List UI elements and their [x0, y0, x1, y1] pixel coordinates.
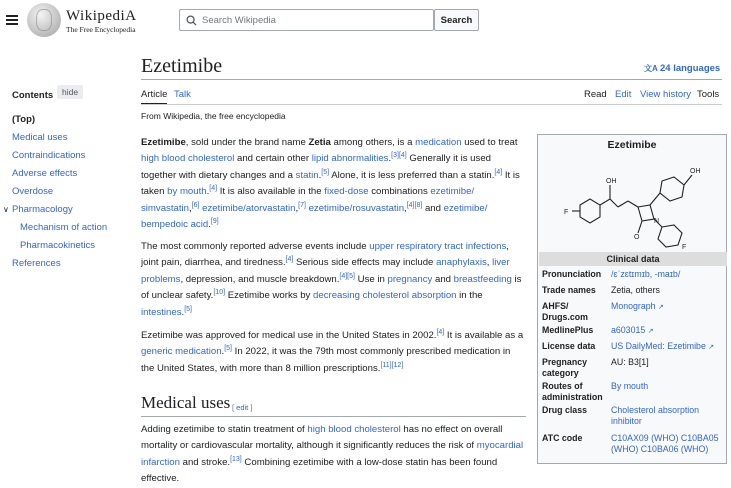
skeletal-formula-image[interactable]: [558, 155, 708, 249]
chevron-down-icon[interactable]: ∨: [3, 205, 9, 214]
tools-menu[interactable]: Tools: [697, 89, 720, 100]
search-box[interactable]: [179, 9, 434, 31]
svg-text:OH: OH: [690, 168, 701, 175]
svg-text:F: F: [682, 244, 687, 251]
svg-text:O: O: [634, 234, 640, 241]
search-button[interactable]: Search: [434, 9, 479, 31]
wikipedia-wordmark[interactable]: WikipediA: [66, 8, 137, 24]
link-intestines[interactable]: intestines: [141, 306, 182, 318]
svg-text:文A: 文A: [644, 64, 658, 73]
link-liver-problems[interactable]: liver problems: [141, 257, 510, 285]
language-button[interactable]: [644, 63, 720, 74]
tab-talk[interactable]: Talk: [174, 89, 191, 100]
wikipedia-tagline: The Free Encyclopedia: [66, 25, 136, 34]
link-high-blood-cholesterol-2[interactable]: high blood cholesterol: [307, 424, 401, 435]
link-ezetimibe-atorvastatin[interactable]: ezetimibe/atorvastatin: [202, 202, 296, 214]
toc-item-pharmacology[interactable]: Pharmacology: [12, 204, 73, 215]
link-lipid-abnormalities[interactable]: lipid abnormalities: [311, 153, 389, 165]
page-title: Ezetimibe: [141, 55, 223, 77]
link-ezetimibe-rosuvastatin[interactable]: ezetimibe/rosuvastatin: [308, 202, 405, 214]
toc-item-top[interactable]: (Top): [12, 114, 36, 125]
search-input[interactable]: [202, 15, 402, 26]
toc-item-pharmacokinetics[interactable]: Pharmacokinetics: [20, 240, 95, 251]
wikipedia-globe-logo[interactable]: [27, 3, 61, 37]
tabs-divider: [141, 104, 722, 105]
link-high-blood-cholesterol[interactable]: high blood cholesterol: [141, 153, 235, 165]
article-tagline: From Wikipedia, the free encyclopedia: [141, 111, 286, 121]
tab-article[interactable]: Article: [141, 89, 167, 105]
toc-item-contraindications[interactable]: Contraindications: [12, 150, 86, 161]
link-breastfeeding[interactable]: breastfeeding: [453, 273, 512, 285]
tab-read[interactable]: Read: [584, 89, 607, 100]
link-uri[interactable]: upper respiratory tract infections: [369, 241, 507, 252]
link-anaphylaxis[interactable]: anaphylaxis: [436, 257, 487, 269]
toc-item-mechanism-of-action[interactable]: Mechanism of action: [20, 222, 108, 233]
table-of-contents: [3, 111, 108, 273]
svg-text:OH: OH: [606, 178, 617, 185]
search-icon: [186, 15, 197, 26]
toc-item-references[interactable]: References: [12, 258, 61, 269]
infobox: Ezetimibe F OH O N OH F Clinical data Pronunciation /ɛˈzɛtɪmɪb, -maɪb/ Trade names Zetia, others AHFS/ Drugs.com Monograph ↗ MedlinePlus a603015 ↗ License data US DailyMed: Ezetimibe ↗ Pregnancy category AU: B3[1] Routes of administration By mouth Drug class Cholesterol absorption inhibitor ATC code C10AX09 (WHO) C10BA05 (WHO) C10BA06 (WHO): [537, 134, 727, 464]
link-medication[interactable]: medication: [415, 137, 462, 148]
language-count: 24 languages: [660, 63, 721, 74]
lead-paragraph-3: Ezetimibe was approved for medical use in the United States in 2002.[4] It is available as a generic medication.[5] In 2022, it was the 79th most commonly prescribed medication in the United States, with more than 8 million prescriptions.[11][12]: [141, 328, 524, 374]
contents-hide-button[interactable]: hide: [57, 85, 83, 99]
main-menu-button[interactable]: [6, 15, 18, 27]
lead-paragraph-1: Ezetimibe, sold under the brand name Zetia among others, is a medication used to treat high blood cholesterol and certain other lipid abnormalities.[3][4] Generally it is used together with dietary changes and a statin.[5] Alone, it is less preferred than a statin.[4] It is taken by mouth.[4] It is also available in the fixed-dose combinations ezetimibe/ simvastatin,[6] ezetimibe/atorvastatin,[7] ezetimibe/rosuvastatin,[4][8] and ezetimibe/ bempedoic acid.[9]: [141, 137, 520, 231]
link-ezetimibe-bempedoic[interactable]: ezetimibe/ bempedoic acid: [141, 202, 488, 231]
section-divider: [141, 416, 526, 417]
lead-paragraph-2: The most commonly reported adverse events include upper respiratory tract infections, joint pain, diarrhea, and tiredness.[4] Serious side effects may include anaphylaxis, liver problems, depression, and muscle breakdown.[4][5] Use in pregnancy and breastfeeding is of unclear safety.[10] Ezetimibe works by decreasing cholesterol absorption in the intestines.[5]: [141, 241, 522, 318]
link-pregnancy[interactable]: pregnancy: [387, 273, 433, 285]
external-link-icon: ↗: [708, 344, 715, 351]
link-by-mouth[interactable]: by mouth: [167, 186, 207, 198]
section-edit-link[interactable]: [ edit ]: [232, 403, 253, 412]
toc-item-medical-uses[interactable]: Medical uses: [12, 132, 68, 143]
svg-text:F: F: [564, 209, 569, 216]
svg-text:N: N: [654, 218, 660, 225]
tab-view-history[interactable]: View history: [640, 89, 692, 100]
external-link-icon: ↗: [657, 304, 664, 311]
tab-edit[interactable]: Edit: [615, 89, 632, 100]
toc-item-overdose[interactable]: Overdose: [12, 186, 54, 197]
toc-item-adverse-effects[interactable]: Adverse effects: [12, 168, 78, 179]
link-fixed-dose[interactable]: fixed-dose: [324, 186, 369, 198]
infobox-title: Ezetimibe: [607, 139, 657, 151]
medical-uses-paragraph: Adding ezetimibe to statin treatment of high blood cholesterol has no effect on overall mortality or cardiovascular mortality, although it significantly reduces the risk of myocardial infarction and stroke.[13] Combining ezetimibe with a low-dose statin has been found effective.: [141, 424, 524, 485]
section-heading-medical-uses: Medical uses: [141, 393, 231, 412]
contents-title: Contents: [12, 90, 54, 101]
link-decreasing-cholesterol-absorption[interactable]: decreasing cholesterol absorption: [313, 290, 457, 302]
link-ezetimibe-simvastatin[interactable]: ezetimibe/ simvastatin: [141, 186, 475, 214]
translate-icon: [644, 63, 656, 74]
external-link-icon: ↗: [647, 328, 654, 335]
title-divider: [141, 79, 722, 80]
link-generic-medication[interactable]: generic medication: [141, 346, 222, 358]
link-statin[interactable]: statin: [295, 169, 319, 181]
clinical-data-header: Clinical data: [539, 252, 727, 266]
